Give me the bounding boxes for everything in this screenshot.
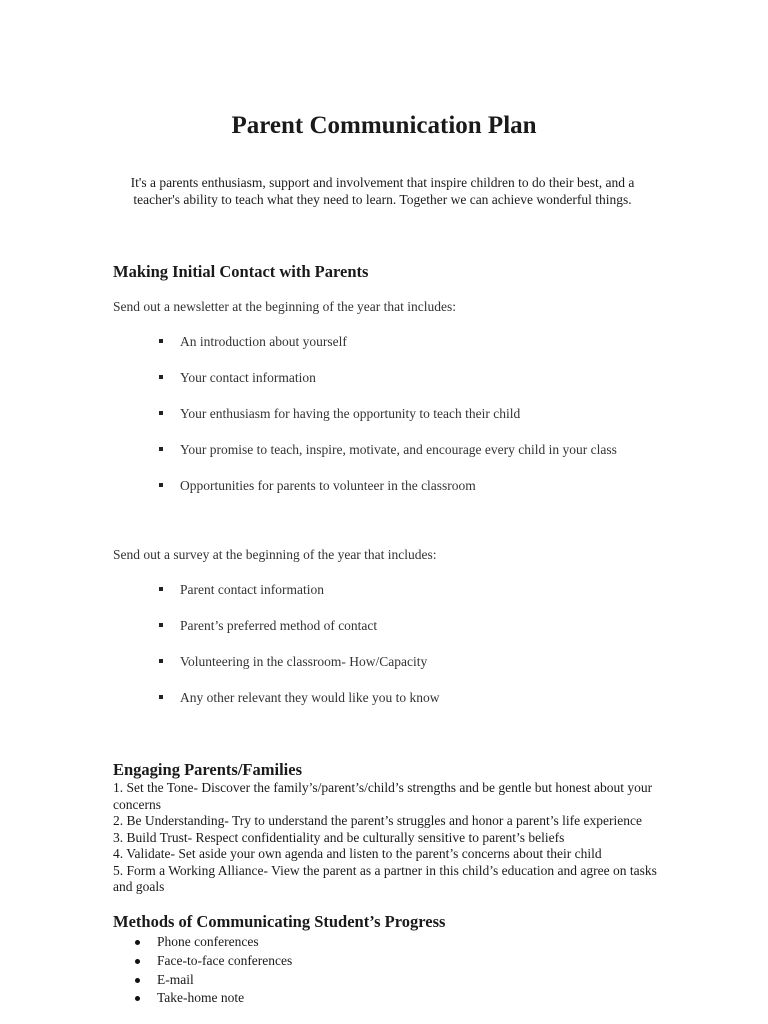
document-title: Parent Communication Plan — [231, 112, 537, 139]
list-item: 3. Build Trust- Respect confidentiality and be culturally sensitive to parent’s beliefs — [113, 829, 565, 845]
methods-list — [133, 933, 292, 1008]
list-item: 1. Set the Tone- Discover the family’s/parent’s/child’s strengths and be gentle but honest about your concerns — [113, 780, 653, 812]
engaging-list — [113, 780, 658, 896]
intro-paragraph: It's a parents enthusiasm, support and involvement that inspire children to do their best, and a teacher's ability to teach what they need to learn. Together we can achieve wonderful things. — [130, 175, 635, 207]
survey-list — [157, 581, 439, 725]
section-heading-engaging: Engaging Parents/Families — [113, 760, 302, 779]
section-heading-methods: Methods of Communicating Student’s Progress — [113, 912, 446, 931]
newsletter-lead: Send out a newsletter at the beginning of the year that includes: — [113, 299, 457, 314]
list-item: Parent contact information — [157, 581, 439, 617]
list-item: Volunteering in the classroom- How/Capacity — [157, 653, 439, 689]
list-item: Your promise to teach, inspire, motivate, and encourage every child in your class — [157, 441, 617, 477]
list-item: Face-to-face conferences — [133, 952, 292, 971]
list-item: 5. Form a Working Alliance- View the parent as a partner in this child’s education and agree on tasks and goals — [113, 862, 657, 894]
list-item: Your enthusiasm for having the opportunity to teach their child — [157, 405, 617, 441]
list-item: Opportunities for parents to volunteer in the classroom — [157, 477, 617, 513]
list-item: 4. Validate- Set aside your own agenda and listen to the parent’s concerns about their child — [113, 846, 602, 861]
list-item: E-mail — [133, 971, 292, 990]
newsletter-list — [157, 333, 617, 513]
list-item: An introduction about yourself — [157, 333, 617, 369]
list-item: 2. Be Understanding- Try to understand the parent’s struggles and honor a parent’s life experience — [113, 813, 642, 828]
list-item: Your contact information — [157, 369, 617, 405]
list-item: Phone conferences — [133, 933, 292, 952]
survey-lead: Send out a survey at the beginning of the year that includes: — [113, 547, 437, 562]
list-item: Parent’s preferred method of contact — [157, 617, 439, 653]
section-heading-initial-contact: Making Initial Contact with Parents — [113, 262, 369, 281]
list-item: Any other relevant they would like you to know — [157, 689, 439, 725]
list-item: Take-home note — [133, 989, 292, 1008]
